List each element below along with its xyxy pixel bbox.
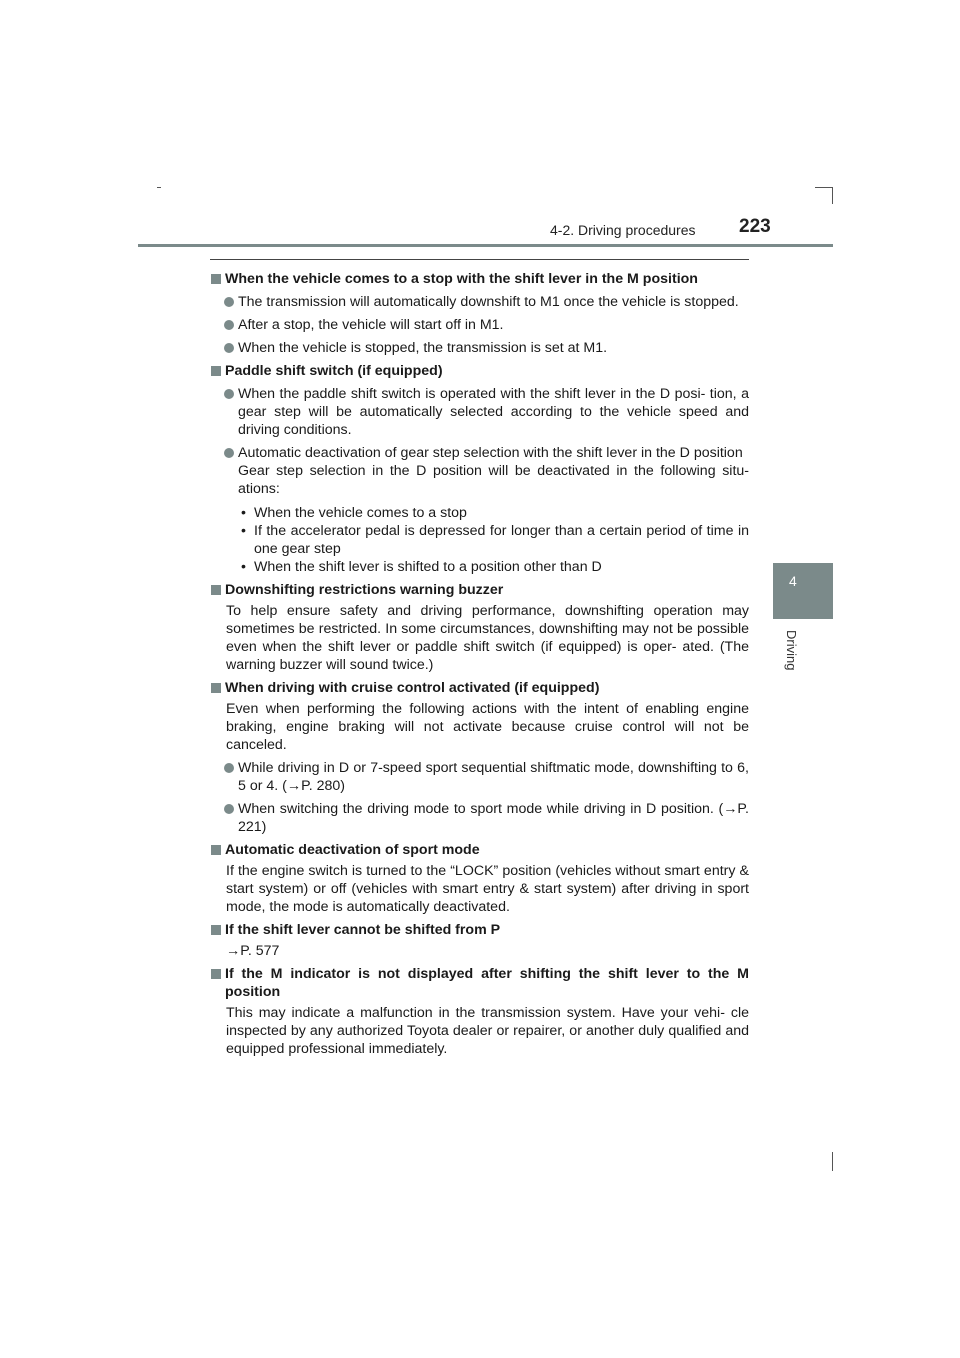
crop-mark-top-left (157, 187, 161, 188)
crop-mark-top-right-v (832, 187, 833, 204)
dot-marker: • (241, 559, 246, 575)
sub-list-item (210, 522, 749, 558)
list-item (210, 800, 749, 836)
list-item (210, 339, 749, 357)
crop-mark-top-right-h (815, 187, 833, 188)
list-item (210, 316, 749, 334)
heading-text: Paddle shift switch (if equipped) (225, 363, 443, 379)
square-bullet-icon (211, 925, 221, 935)
list-item-text: When the paddle shift switch is operated with the shift lever in the D posi- tion, a gear step will be automatically selected according to the vehicle speed and driving conditions. (238, 386, 749, 438)
chapter-tab (773, 563, 833, 619)
round-bullet-icon (224, 343, 234, 353)
section-heading (210, 362, 749, 380)
sub-list-item (210, 504, 749, 522)
list-item (210, 759, 749, 795)
round-bullet-icon (224, 448, 234, 458)
header-rule (138, 244, 833, 247)
sub-list-item-text: When the shift lever is shifted to a position other than D (254, 559, 602, 575)
square-bullet-icon (211, 366, 221, 376)
sub-list-item-text: If the accelerator pedal is depressed for longer than a certain period of time in one gear step (254, 523, 749, 557)
sub-list-item (210, 558, 749, 576)
heading-text: If the shift lever cannot be shifted from P (225, 922, 501, 938)
dot-marker: • (241, 523, 246, 539)
round-bullet-icon (224, 389, 234, 399)
sub-list (210, 504, 749, 576)
list-item-text: When the vehicle is stopped, the transmission is set at M1. (238, 340, 608, 356)
section-heading (210, 921, 749, 939)
paragraph: This may indicate a malfunction in the transmission system. Have your vehi- cle inspected by any authorized Toyota dealer or repairer, or another duly qualified and equipped professional immediately. (226, 1005, 749, 1057)
list-item-text: Gear step selection in the D position will be deactivated in the following situ- ations: (238, 463, 749, 497)
paragraph: Even when performing the following actions with the intent of enabling engine braking, engine braking will not activate because cruise control will not be canceled. (226, 701, 749, 753)
section-heading (210, 581, 749, 599)
dot-marker: • (241, 505, 246, 521)
page-reference: →P. 577 (226, 943, 280, 959)
list-item (210, 293, 749, 311)
square-bullet-icon (211, 683, 221, 693)
section-heading (210, 270, 749, 288)
section-label: 4-2. Driving procedures (550, 222, 696, 238)
list-item-text: The transmission will automatically downshift to M1 once the vehicle is stopped. (238, 294, 739, 310)
section-heading (210, 965, 749, 1001)
round-bullet-icon (224, 297, 234, 307)
list-item (210, 444, 749, 498)
list-item-text: After a stop, the vehicle will start off in M1. (238, 317, 504, 333)
round-bullet-icon (224, 763, 234, 773)
sub-list-item-text: When the vehicle comes to a stop (254, 505, 467, 521)
content-divider (210, 259, 749, 260)
list-item-text: When switching the driving mode to sport mode while driving in D position. (→P. 221) (238, 801, 749, 835)
list-item-text: While driving in D or 7-speed sport sequential shiftmatic mode, downshifting to 6, 5 or 4. (→P. 280) (238, 760, 749, 794)
heading-text: Downshifting restrictions warning buzzer (225, 582, 504, 598)
list-item-title: Automatic deactivation of gear step selection with the shift lever in the D position (238, 445, 743, 461)
square-bullet-icon (211, 845, 221, 855)
square-bullet-icon (211, 274, 221, 284)
square-bullet-icon (211, 585, 221, 595)
crop-mark-bottom-right-v (832, 1152, 833, 1171)
paragraph: To help ensure safety and driving performance, downshifting operation may sometimes be restricted. In some circumstances, downshifting may not be possible even when the shift lever or paddle shift switch (if equipped) is oper- ated. (The warning buzzer will sound twice.) (226, 603, 749, 673)
content-body (210, 265, 749, 1058)
heading-text: When the vehicle comes to a stop with the shift lever in the M position (225, 271, 698, 287)
paragraph: If the engine switch is turned to the “LOCK” position (vehicles without smart entry & start system) or off (vehicles with smart entry & start system) after driving in sport mode, the mode is automatically deactivated. (226, 863, 749, 915)
page-number: 223 (739, 216, 771, 237)
round-bullet-icon (224, 804, 234, 814)
chapter-tab-number: 4 (789, 573, 797, 589)
round-bullet-icon (224, 320, 234, 330)
list-item (210, 385, 749, 439)
square-bullet-icon (211, 969, 221, 979)
section-heading (210, 841, 749, 859)
heading-text: If the M indicator is not displayed after shifting the shift lever to the M position (225, 966, 749, 1000)
heading-text: Automatic deactivation of sport mode (225, 842, 480, 858)
chapter-tab-label: Driving (784, 630, 799, 671)
heading-text: When driving with cruise control activated (if equipped) (225, 680, 600, 696)
section-heading (210, 679, 749, 697)
